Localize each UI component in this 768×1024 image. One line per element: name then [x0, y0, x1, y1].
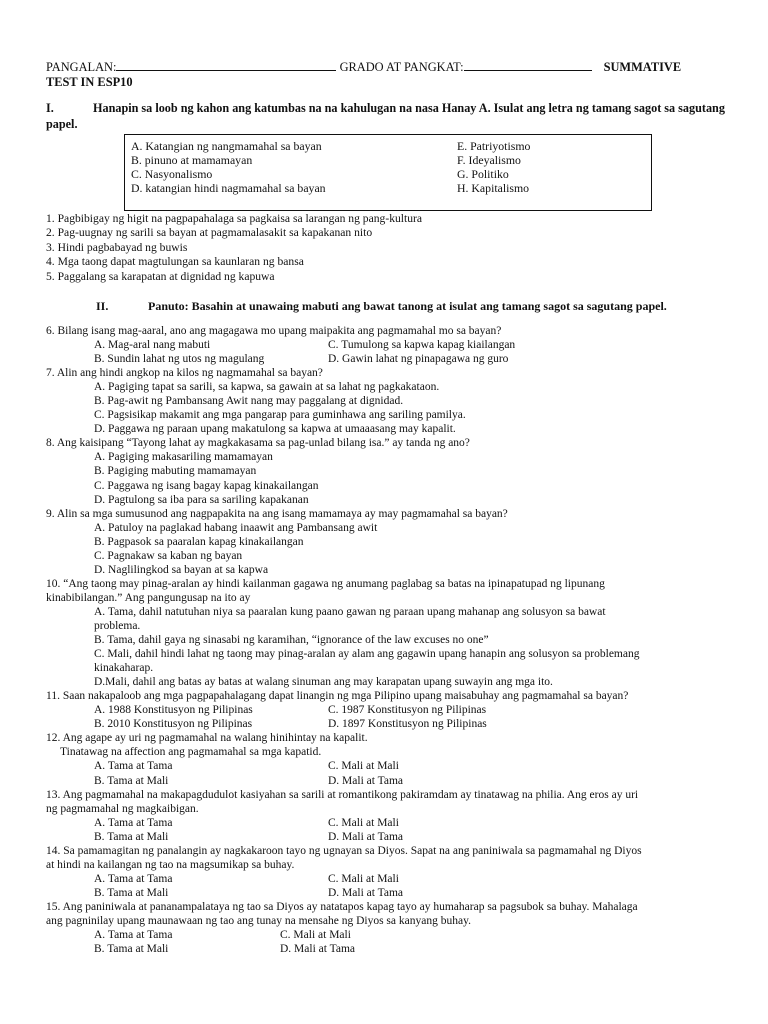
- option: C. 1987 Konstitusyon ng Pilipinas: [328, 704, 487, 717]
- option: C. Mali at Mali: [280, 929, 351, 942]
- grade-label: GRADO AT PANGKAT:: [339, 60, 464, 74]
- option-row: [94, 774, 718, 788]
- section-1-items: [46, 212, 422, 284]
- choice-item: E. Patriyotismo: [457, 139, 531, 153]
- question-stem-cont: kinabibilangan.” Ang pangungusap na ito ay: [46, 591, 251, 604]
- option: B. Tama at Mali: [94, 774, 169, 787]
- option: A. Tama, dahil natutuhan niya sa paaralan kung paano gawan ng paraan upang mahanap ang solusyon sa bawat: [94, 605, 606, 618]
- option: D. Naglilingkod sa bayan at sa kapwa: [94, 563, 269, 576]
- option: A. Tama at Tama: [94, 872, 173, 885]
- choice-item: D. katangian hindi nagmamahal sa bayan: [131, 181, 326, 195]
- list-item: 3. Hindi pagbabayad ng buwis: [46, 240, 188, 254]
- option-cont: kinakaharap.: [94, 662, 154, 675]
- option: D.Mali, dahil ang batas ay batas at walang sinuman ang may karapatan upang suwayin ang mga ito.: [94, 676, 553, 689]
- list-item: 1. Pagbibigay ng higit na pagpapahalaga sa pagkaisa sa larangan ng pang-kultura: [46, 212, 423, 225]
- option-row: [94, 816, 718, 830]
- option: B. Sundin lahat ng utos ng magulang: [94, 353, 265, 366]
- summative-label: SUMMATIVE: [603, 60, 682, 74]
- option-row: [94, 759, 718, 773]
- option: C. Paggawa ng isang bagay kapag kinakailangan: [94, 479, 319, 492]
- section-2-instruction: [96, 299, 667, 314]
- option: A. Tama at Tama: [94, 760, 173, 773]
- option: A. Tama at Tama: [94, 816, 173, 829]
- option-cont: problema.: [94, 619, 141, 632]
- choice-item: C. Nasyonalismo: [131, 167, 213, 181]
- section-1-instruction: [46, 101, 736, 132]
- option: D. Mali at Tama: [328, 774, 403, 787]
- question-stem: 11. Saan nakapaloob ang mga pagpapahalagang dapat linangin ng mga Pilipino upang maisabuhay ang pagmamahal sa bayan?: [46, 690, 629, 703]
- option-row: [94, 830, 718, 844]
- name-blank: [116, 59, 336, 71]
- choice-item: F. Ideyalismo: [457, 153, 521, 167]
- section-1-numeral: I.: [46, 101, 54, 115]
- question-stem-cont: ang pagninilay upang maunawaan ng tao ang tunay na mensahe ng Diyos sa kanyang buhay.: [46, 914, 471, 927]
- list-item: 2. Pag-uugnay ng sarili sa bayan at pagmamalasakit sa kapakanan nito: [46, 226, 373, 240]
- test-title: TEST IN ESP10: [46, 75, 133, 89]
- question-stem-cont: Tinatawag na affection ang pagmamahal sa mga kapatid.: [60, 746, 322, 759]
- option: C. Mali at Mali: [328, 760, 399, 773]
- option: A. Mag-aral nang mabuti: [94, 339, 211, 352]
- question-stem: 9. Alin sa mga sumusunod ang nagpapakita na ang isang mamamaya ay may pagmamahal sa bayan?: [46, 507, 508, 520]
- option: D. Paggawa ng paraan upang makatulong sa kapwa at umaaasang may kapalit.: [94, 423, 456, 436]
- choices-left-column: [131, 139, 326, 195]
- option: A. Pagiging makasariling mamamayan: [94, 451, 273, 464]
- list-item: 5. Paggalang sa karapatan at dignidad ng kapuwa: [46, 269, 275, 283]
- option: A. Pagiging tapat sa sarili, sa kapwa, sa gawain at sa lahat ng pagkakataon.: [94, 381, 440, 394]
- option: D. Mali at Tama: [328, 830, 403, 843]
- questions-list: [46, 324, 718, 956]
- option: A. 1988 Konstitusyon ng Pilipinas: [94, 704, 253, 717]
- option: C. Pagnakaw sa kaban ng bayan: [94, 549, 243, 562]
- option-row: [94, 717, 718, 731]
- option: B. Tama at Mali: [94, 830, 169, 843]
- question-stem: 6. Bilang isang mag-aaral, ano ang magagawa mo upang maipakita ang pagmamahal mo sa bayan?: [46, 325, 502, 337]
- question-stem-cont: at hindi na kailangan ng tao na magsumikap sa buhay.: [46, 858, 295, 871]
- choice-item: A. Katangian ng nangmamahal sa bayan: [131, 139, 322, 153]
- section-1-text: Hanapin sa loob ng kahon ang katumbas na na kahulugan na nasa Hanay A. Isulat ang letra ng tamang sagot sa sagutang papel.: [46, 101, 725, 131]
- option: D. Gawin lahat ng pinapagawa ng guro: [328, 353, 509, 366]
- option: D. 1897 Konstitusyon ng Pilipinas: [328, 718, 487, 731]
- option: D. Mali at Tama: [328, 886, 403, 899]
- choice-item: B. pinuno at mamamayan: [131, 153, 253, 167]
- option: C. Mali at Mali: [328, 872, 399, 885]
- option: B. Tama, dahil gaya ng sinasabi ng karamihan, “ignorance of the law excuses no one”: [94, 634, 489, 647]
- choices-box: [124, 134, 652, 211]
- option: D. Mali at Tama: [280, 943, 355, 956]
- section-2-text: Panuto: Basahin at unawaing mabuti ang bawat tanong at isulat ang tamang sagot sa sagutang papel.: [148, 299, 667, 313]
- option-row: [94, 352, 718, 366]
- header-row: [46, 59, 726, 75]
- option: D. Pagtulong sa iba para sa sariling kapakanan: [94, 493, 309, 506]
- option: C. Mali at Mali: [328, 816, 399, 829]
- question-stem: 8. Ang kaisipang “Tayong lahat ay magkakasama sa pag-unlad bilang isa.” ay tanda ng ano?: [46, 437, 470, 450]
- choice-item: H. Kapitalismo: [457, 181, 530, 195]
- question-stem: 14. Sa pamamagitan ng panalangin ay nagkakaroon tayo ng ugnayan sa Diyos. Sapat na ang paniniwala sa pagmamahal ng Diyos: [46, 844, 642, 857]
- option-row: [94, 886, 718, 900]
- option: B. Tama at Mali: [94, 886, 169, 899]
- section-2-numeral: II.: [96, 299, 109, 313]
- option: A. Tama at Tama: [94, 929, 173, 942]
- option-row: [94, 942, 718, 956]
- option: C. Tumulong sa kapwa kapag kiailangan: [328, 339, 516, 352]
- choice-item: G. Politiko: [457, 167, 509, 181]
- question-stem: 15. Ang paniniwala at pananampalataya ng tao sa Diyos ay natatapos kapag tayo ay humaharap sa pagsubok sa buhay. Mahalaga: [46, 900, 638, 913]
- header: [46, 59, 726, 90]
- option: B. Tama at Mali: [94, 943, 169, 956]
- question-stem-cont: ng pagmamahal ng magkaibigan.: [46, 802, 199, 815]
- option: B. Pagiging mabuting mamamayan: [94, 465, 257, 478]
- choices-right-column: [457, 139, 530, 195]
- question-stem: 7. Alin ang hindi angkop na kilos ng nagmamahal sa bayan?: [46, 367, 323, 380]
- question-stem: 13. Ang pagmamahal na makapagdudulot kasiyahan sa sarili at romantikong pakiramdam ay tinatawag na philia. Ang eros ay uri: [46, 788, 639, 801]
- question-stem: 10. “Ang taong may pinag-aralan ay hindi kailanman gagawa ng anumang paglabag sa batas na ipinapatupad ng lipunang: [46, 577, 605, 590]
- option-row: [94, 872, 718, 886]
- option: B. 2010 Konstitusyon ng Pilipinas: [94, 718, 253, 731]
- option-row: [94, 338, 718, 352]
- option: C. Pagsisikap makamit ang mga pangarap para guminhawa ang sariling pamilya.: [94, 409, 466, 422]
- option: A. Patuloy na paglakad habang inaawit ang Pambansang awit: [94, 521, 378, 534]
- grade-blank: [464, 59, 592, 71]
- option-row: [94, 703, 718, 717]
- option: B. Pagpasok sa paaralan kapag kinakailangan: [94, 535, 304, 548]
- name-label: PANGALAN:: [46, 60, 117, 74]
- list-item: 4. Mga taong dapat magtulungan sa kaunlaran ng bansa: [46, 255, 304, 269]
- option: C. Mali, dahil hindi lahat ng taong may pinag-aralan ay alam ang gagawin upang hanapin ang solusyon sa problemang: [94, 648, 640, 661]
- option-row: [94, 928, 718, 942]
- option: B. Pag-awit ng Pambansang Awit nang may paggalang at dignidad.: [94, 395, 404, 408]
- question-stem: 12. Ang agape ay uri ng pagmamahal na walang hinihintay na kapalit.: [46, 732, 368, 745]
